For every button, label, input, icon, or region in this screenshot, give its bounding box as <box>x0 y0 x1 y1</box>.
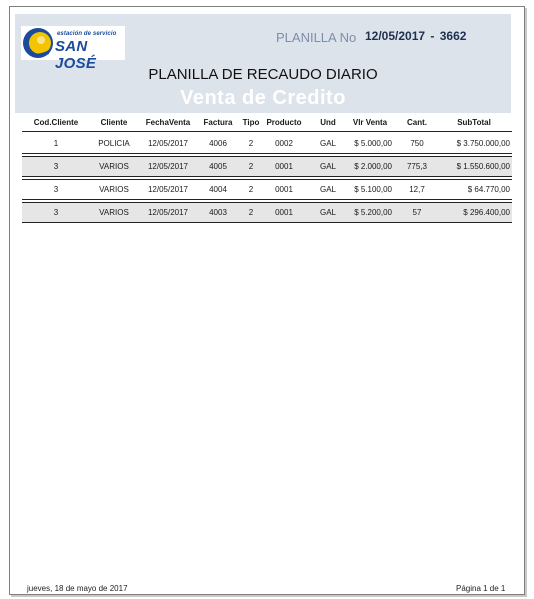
planilla-label: PLANILLA No <box>276 30 357 45</box>
cell-tipo: 2 <box>248 139 254 148</box>
logo-emblem-icon <box>21 26 55 60</box>
cell-vlr-venta: $ 5.100,00 <box>354 185 392 194</box>
cell-cod-cliente: 1 <box>53 139 59 148</box>
cell-producto: 0001 <box>275 185 293 194</box>
column-header-fecha-venta: FechaVenta <box>145 118 191 127</box>
cell-factura: 4005 <box>209 162 227 171</box>
cell-und: GAL <box>319 162 336 171</box>
row-divider <box>22 179 512 180</box>
report-header <box>15 14 511 113</box>
column-header-cod-cliente: Cod.Cliente <box>33 118 79 127</box>
cell-cant: 775,3 <box>406 162 428 171</box>
cell-vlr-venta: $ 5.000,00 <box>354 139 392 148</box>
report-subtitle: Venta de Credito <box>180 87 346 109</box>
table-row <box>22 179 512 200</box>
cell-factura: 4003 <box>209 208 227 217</box>
cell-tipo: 2 <box>248 162 254 171</box>
column-header-und: Und <box>320 118 336 127</box>
column-header-cant: Cant. <box>407 118 427 127</box>
footer-date: jueves, 18 de mayo de 2017 <box>27 584 128 593</box>
planilla-number: 12/05/2017 - 3662 <box>365 29 467 43</box>
table-header-row <box>22 118 512 132</box>
logo-tagline: estación de servicio <box>57 31 117 37</box>
column-header-factura: Factura <box>203 118 233 127</box>
cell-cant: 750 <box>410 139 424 148</box>
row-divider <box>22 202 512 203</box>
logo-brand-name: SAN JOSÉ <box>55 38 97 72</box>
cell-fecha-venta: 12/05/2017 <box>147 162 189 171</box>
row-divider <box>22 153 512 154</box>
header-divider <box>22 131 512 132</box>
column-header-vlr-venta: Vlr Venta <box>352 118 388 127</box>
column-header-producto: Producto <box>266 118 302 127</box>
cell-subtotal: $ 3.750.000,00 <box>456 139 510 148</box>
table-row <box>22 202 512 223</box>
cell-und: GAL <box>319 185 336 194</box>
cell-tipo: 2 <box>248 208 254 217</box>
cell-factura: 4004 <box>209 185 227 194</box>
row-divider <box>22 176 512 177</box>
cell-cant: 57 <box>412 208 422 217</box>
column-header-cliente: Cliente <box>100 118 128 127</box>
table-row <box>22 156 512 177</box>
cell-cod-cliente: 3 <box>53 208 59 217</box>
cell-fecha-venta: 12/05/2017 <box>147 139 189 148</box>
cell-cliente: POLICIA <box>98 139 130 148</box>
cell-vlr-venta: $ 5.200,00 <box>354 208 392 217</box>
footer-page-number: Página 1 de 1 <box>456 584 506 593</box>
cell-producto: 0001 <box>275 208 293 217</box>
cell-producto: 0001 <box>275 162 293 171</box>
company-logo <box>21 26 125 72</box>
column-header-tipo: Tipo <box>242 118 260 127</box>
cell-subtotal: $ 296.400,00 <box>463 208 510 217</box>
cell-cliente: VARIOS <box>99 162 129 171</box>
cell-fecha-venta: 12/05/2017 <box>147 208 189 217</box>
cell-und: GAL <box>319 208 336 217</box>
cell-tipo: 2 <box>248 185 254 194</box>
cell-cod-cliente: 3 <box>53 185 59 194</box>
table-row <box>22 133 512 154</box>
row-divider <box>22 222 512 223</box>
cell-cant: 12,7 <box>409 185 425 194</box>
cell-subtotal: $ 1.550.600,00 <box>456 162 510 171</box>
row-divider <box>22 156 512 157</box>
column-header-subtotal: SubTotal <box>457 118 491 127</box>
cell-cod-cliente: 3 <box>53 162 59 171</box>
cell-factura: 4006 <box>209 139 227 148</box>
cell-und: GAL <box>319 139 336 148</box>
row-divider <box>22 199 512 200</box>
cell-vlr-venta: $ 2.000,00 <box>354 162 392 171</box>
cell-producto: 0002 <box>275 139 293 148</box>
report-title: PLANILLA DE RECAUDO DIARIO <box>148 66 378 83</box>
cell-cliente: VARIOS <box>99 208 129 217</box>
cell-fecha-venta: 12/05/2017 <box>147 185 189 194</box>
cell-cliente: VARIOS <box>99 185 129 194</box>
cell-subtotal: $ 64.770,00 <box>467 185 510 194</box>
